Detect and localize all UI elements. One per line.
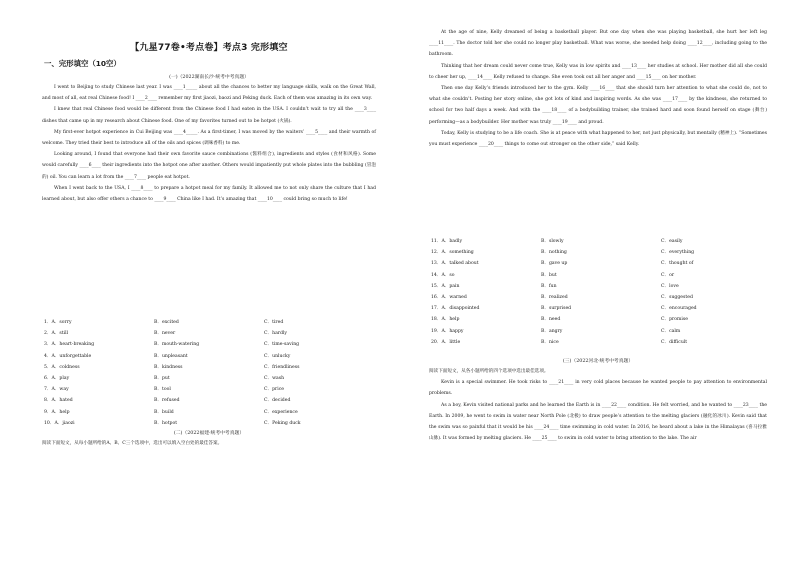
option-c: C．or [661,272,675,278]
option-c: C．unlucky [264,353,291,359]
option-row [429,247,767,258]
passage-2-paragraph: Then one day Kelly’s friends introduced her to the gym. Kelly ____16____ that she should turn her attention to what she could do, not to what she couldn’t. Posting her story online, she got lots of kind and inspiring words. As she was ____17____ by the kindness, she returned to school for two half days a week. And with the ____18____ of a bodybuilding trainer, she trained hard and soon found herself on stage (舞台) performing—as a bodybuilder. Her mother was truly ____19____ and proud. [429,86,767,125]
option-a: 19．A．happy [431,328,464,334]
option-b: B．nothing [541,250,567,256]
passage-1-paragraph: Looking around, I found that everyone had their own favorite sauce combinations (酱料组合), ingredients and styles (食材和风格). Some would carefully ____6____ their ingredients into the hotpot one after another. Others would impatiently put whole plates into the bubbling (冒泡的) oil. You can learn a lot from the ____7____ people eat hotpot. [42,152,376,180]
option-a: 5．A．coldness [44,364,80,370]
option-b: B．mouth-watering [154,342,200,348]
option-c: C．promise [661,317,688,323]
option-a: 9．A．help [44,409,70,415]
option-b: B．nice [541,339,559,345]
passage-3-heading: (三)（2022河北·统考中考真题） [562,359,634,364]
option-b: B．build [154,409,174,415]
option-a: 13．A．talked about [431,261,479,267]
option-c: C．easily [661,239,683,244]
option-a: 3．A．heart-breaking [44,342,95,348]
option-row [429,236,767,247]
option-row [429,337,767,348]
option-b: B．refused [154,398,180,404]
option-c: C．difficult [661,339,688,345]
passage-1-paragraph: I went to Beijing to study Chinese last year. I was ____1_____ about all the chances to better my language skills, walk on the Great Wall, and most of all, eat real Chinese food! I ____2____ remember my first jiaozi, baozi and Peking duck. Each of them was amazing in its own way. [42,85,376,102]
option-c: C．calm [661,328,681,334]
option-c: C．everything [661,250,695,256]
option-a: 18．A．help [431,317,460,323]
option-a: 11．A．badly [431,239,463,244]
option-c: C．price [264,387,285,393]
options-2 [429,236,767,348]
option-row [42,328,376,339]
option-c: C．friendliness [264,364,300,370]
passage-3-instruction: 阅读下面短文，从各小题所给的四个选项中选出最佳选项。 [429,369,549,374]
option-c: C．hardly [264,331,288,337]
option-b: B．kindness [154,364,183,370]
left-column [42,0,376,562]
passage-1-paragraph: When I went back to the USA, I ____8____ to prepare a hotpot meal for my family. It allowed me to not only share the culture that I had learned about, but also offer others a chance to ____9____ China like I had. It’s amazing that ____10____ could bring so much to life! [42,185,376,203]
option-b: B．fun [541,283,557,289]
option-b: B．put [154,375,170,381]
option-a: 2．A．still [44,331,69,337]
option-b: B．surprised [541,306,572,312]
passage-2-paragraph: At the age of nine, Kelly dreamed of being a basketball player. But one day when she was playing basketball, she hurt her left leg ____11____. The doctor told her she could no longer play basketball. What was worse, she needed help doing ____12____, including going to the bathroom. [429,30,767,58]
option-a: 15．A．pain [431,283,460,289]
passage-3-paragraph: Kevin is a special swimmer. He took risks to ____21____ in very cold places because he wanted people to pay attention to environmental problems. [429,380,767,397]
option-a: 8．A．hated [44,398,73,404]
passage-2-instruction: 阅读下面短文，从每小题所给的A、B、C三个选项中，选出可以填入空白处的最佳答案。 [42,441,223,446]
option-b: B．never [154,331,176,337]
option-c: C．encouraged [661,306,697,312]
passage-1-heading: (一)（2022湖南长沙·统考中考真题） [169,75,249,80]
option-row [42,395,376,406]
option-b: B．slowly [541,239,564,244]
option-row [42,339,376,350]
option-b: B．but [541,272,557,278]
passage-2-body [429,27,767,150]
option-c: C．love [661,283,679,289]
passage-1-paragraph: My first-ever hotpot experience in Cui Beijing was ____4_____. As a first-timer, I was moved by the waiters’ ____5____ and their warmth of welcome. They tried their best to introduce all of the oils and spices (调味香料) to me. [42,129,376,147]
section-heading: 一、完形填空（10空） [44,59,121,68]
option-a: 7．A．way [44,387,69,393]
option-b: B．unpleasant [154,353,188,359]
option-row [429,326,767,337]
passage-2 [42,430,376,449]
option-row [42,362,376,373]
option-row [42,384,376,395]
option-row [429,292,767,303]
option-row [42,351,376,362]
option-a: 6．A．play [44,375,70,381]
option-a: 14．A．so [431,272,455,278]
option-b: B．gave up [541,261,568,267]
passage-3-paragraph: As a boy, Kevin visited national parks and he learned the Earth is in ____22____ condition. He felt worried, and he wanted to ____23____ the Earth. In 2009, he went to swim in water near North Pole (北极) to draw people’s attention to the melting glaciers (融化的冰川). Kevin said that the swim was so painful that it would be his ____24____ time swimming in cold water. In 2016, he heard about a lake in the Himalayas (喜马拉雅山脉). It was formed by melting glaciers. He ____25____ to swim in cold water to bring attention to the lake. The air [429,402,767,442]
option-c: C．Peking duck [264,420,301,426]
option-row [429,281,767,292]
option-row [429,258,767,269]
option-row [42,418,376,429]
option-c: C．time-saving [264,342,300,348]
option-c: C．suggested [661,294,693,300]
option-b: B．need [541,317,561,323]
option-b: B．hotpot [154,420,178,426]
option-b: B．excited [154,320,179,325]
option-c: C．decided [264,398,291,404]
passage-2-paragraph: Thinking that her dream could never come true, Kelly was in low spirits and ____13____ her studies at school. Her mother did all she could to cheer her up, ____14____ Kelly refused to change. She even took out all her anger and ____15____ on her mother. [429,63,767,80]
option-a: 1．A．sorry [44,320,72,325]
right-column [429,0,767,562]
option-row [429,303,767,314]
passage-3 [429,358,767,444]
options-1 [42,317,376,429]
option-b: B．angry [541,328,563,334]
option-a: 16．A．warned [431,294,467,300]
passage-2-heading: (二)（2022福建·统考中考真题） [173,431,245,436]
passage-1 [42,74,376,205]
option-a: 12．A．something [431,250,474,256]
option-row [42,373,376,384]
option-c: C．thought of [661,261,694,267]
option-a: 20．A．little [431,339,461,345]
option-c: C．wash [264,375,285,381]
passage-2-paragraph: Today, Kelly is studying to be a life coach. She is at peace with what happened to her, not just physically, but mentally (精神上). “Sometimes you must experience ____20____ things to come out stronger on the other side,” said Kelly. [429,130,767,148]
option-b: B．realized [541,294,568,300]
option-b: B．tool [154,387,171,393]
passage-1-paragraph: I knew that real Chinese food would be different from the Chinese food I had eaten in the USA. I couldn’t wait to try all the ____3____ dishes that came up in my research about Chinese food. One of my favorites turned out to be hotpot (火锅). [42,107,376,124]
option-a: 4．A．unforgettable [44,353,92,359]
option-c: C．experience [264,409,298,415]
document-title: 【九星77卷•考点卷】考点3 完形填空 [130,43,288,53]
option-row [429,314,767,325]
option-a: 17．A．disappointed [431,306,480,312]
option-row [42,317,376,328]
option-row [42,407,376,418]
option-row [429,270,767,281]
option-c: C．tired [264,320,284,325]
page-right [397,0,794,562]
option-a: 10．A．jiaozi [44,420,75,426]
